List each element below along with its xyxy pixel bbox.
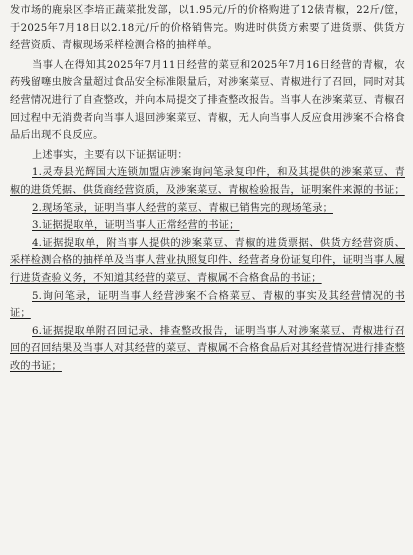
evidence-item-text: 6.证据提取单附召回记录、排查整改报告，证明当事人对涉案菜豆、青椒进行召回的召回结果及当事人对其经营的菜豆、青椒属不合格食品后对其经营情况进行排查整改的书证； (10, 325, 405, 372)
evidence-item-text: 2.现场笔录，证明当事人经营的菜豆、青椒已销售完的现场笔录； (32, 202, 333, 214)
evidence-intro: 上述事实，主要有以下证据证明： (32, 149, 188, 161)
evidence-item (10, 323, 405, 376)
recall-paragraph: 当事人在得知其2025年7月11日经营的菜豆和2025年7月16日经营的青椒，农药残留噻虫胺含量超过食品安全标准限量后，对涉案菜豆、青椒进行了召回，同时对其经营情况进行了自查整改，并向本局提交了排查整改报告。当事人在涉案菜豆、青椒召回过程中无消费者向当事人退回涉案菜豆、青椒，无人向当事人反应食用涉案不合格食品后出现不良反应。 (10, 59, 405, 142)
evidence-item-text: 5.询问笔录，证明当事人经营涉案不合格菜豆、青椒的事实及其经营情况的书证； (10, 290, 405, 320)
evidence-item (10, 217, 405, 235)
evidence-item-text: 1.灵寿县光辉国大连锁加盟店涉案询问笔录复印件，和及其提供的涉案菜豆、青椒的进货凭据、供货商经营资质，及涉案菜豆、青椒检验报告，证明案件来源的书证； (10, 167, 405, 196)
evidence-list (10, 164, 405, 375)
evidence-item (10, 164, 405, 199)
evidence-item (10, 200, 405, 218)
evidence-item (10, 235, 405, 288)
intro-paragraph: 发市场的鹿泉区李培正蔬菜批发部，以1.95元/斤的价格购进了12俵青椒，22斤/筐，于2025年7月18日以2.18元/斤的价格销售完。购进时供货方索要了进货票、供货方经营资质、青椒现场采样检测合格的抽样单。 (10, 5, 405, 52)
evidence-item-text: 3.证据提取单，证明当事人正常经营的书证； (32, 220, 240, 232)
evidence-item (10, 288, 405, 323)
evidence-item-text: 4.证据提取单，附当事人提供的涉案菜豆、青椒的进货票据、供货方经营资质、采样检测合格的抽样单及当事人营业执照复印件、经营者身份证复印件，证明当事人履行进货查验义务，不知道其经营的菜豆、青椒属不合格食品的书证； (10, 237, 405, 284)
